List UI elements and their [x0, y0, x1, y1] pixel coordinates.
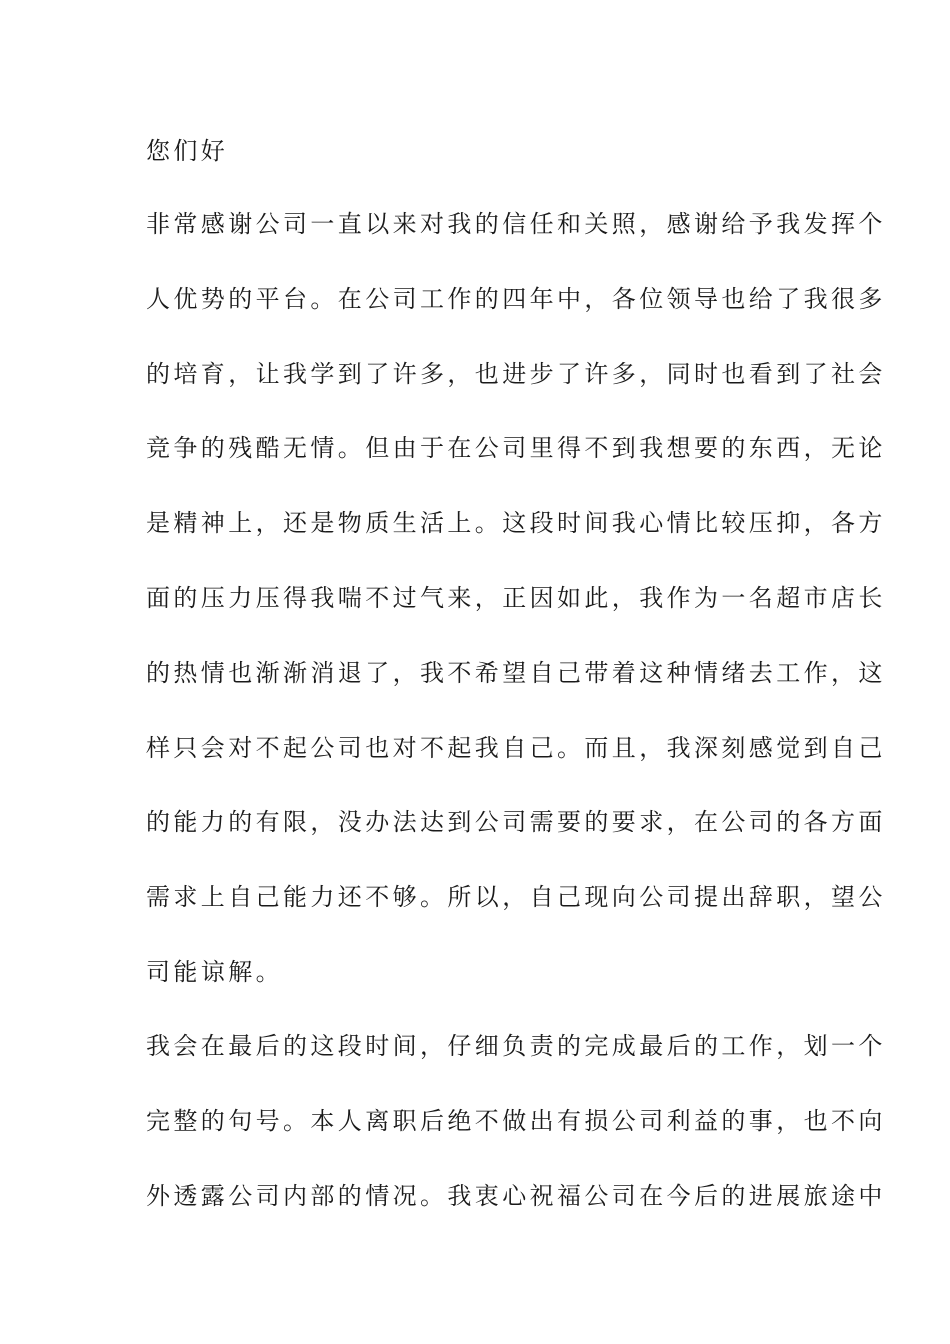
paragraph1-line: 样只会对不起公司也对不起我自己。而且，我深刻感觉到自己	[146, 734, 886, 762]
paragraph1-line: 的培育，让我学到了许多，也进步了许多，同时也看到了社会	[146, 360, 886, 388]
paragraph1-line: 竞争的残酷无情。但由于在公司里得不到我想要的东西，无论	[146, 434, 886, 462]
paragraph1-line: 人优势的平台。在公司工作的四年中，各位领导也给了我很多	[146, 285, 886, 313]
paragraph1-line: 非常感谢公司一直以来对我的信任和关照，感谢给予我发挥个	[146, 210, 886, 238]
paragraph1-line: 的能力的有限，没办法达到公司需要的要求，在公司的各方面	[146, 808, 886, 836]
paragraph1-line: 的热情也渐渐消退了，我不希望自己带着这种情绪去工作，这	[146, 659, 886, 687]
greeting: 您们好	[146, 137, 229, 165]
paragraph1-line: 需求上自己能力还不够。所以，自己现向公司提出辞职，望公	[146, 883, 886, 911]
paragraph2-line: 我会在最后的这段时间，仔细负责的完成最后的工作，划一个	[146, 1032, 886, 1060]
paragraph2-line: 完整的句号。本人离职后绝不做出有损公司利益的事，也不向	[146, 1107, 886, 1135]
paragraph1-line: 是精神上，还是物质生活上。这段时间我心情比较压抑，各方	[146, 509, 886, 537]
paragraph1-line: 司能谅解。	[146, 958, 283, 986]
paragraph1-line: 面的压力压得我喘不过气来，正因如此，我作为一名超市店长	[146, 584, 886, 612]
paragraph2-line: 外透露公司内部的情况。我衷心祝福公司在今后的进展旅途中	[146, 1182, 886, 1210]
